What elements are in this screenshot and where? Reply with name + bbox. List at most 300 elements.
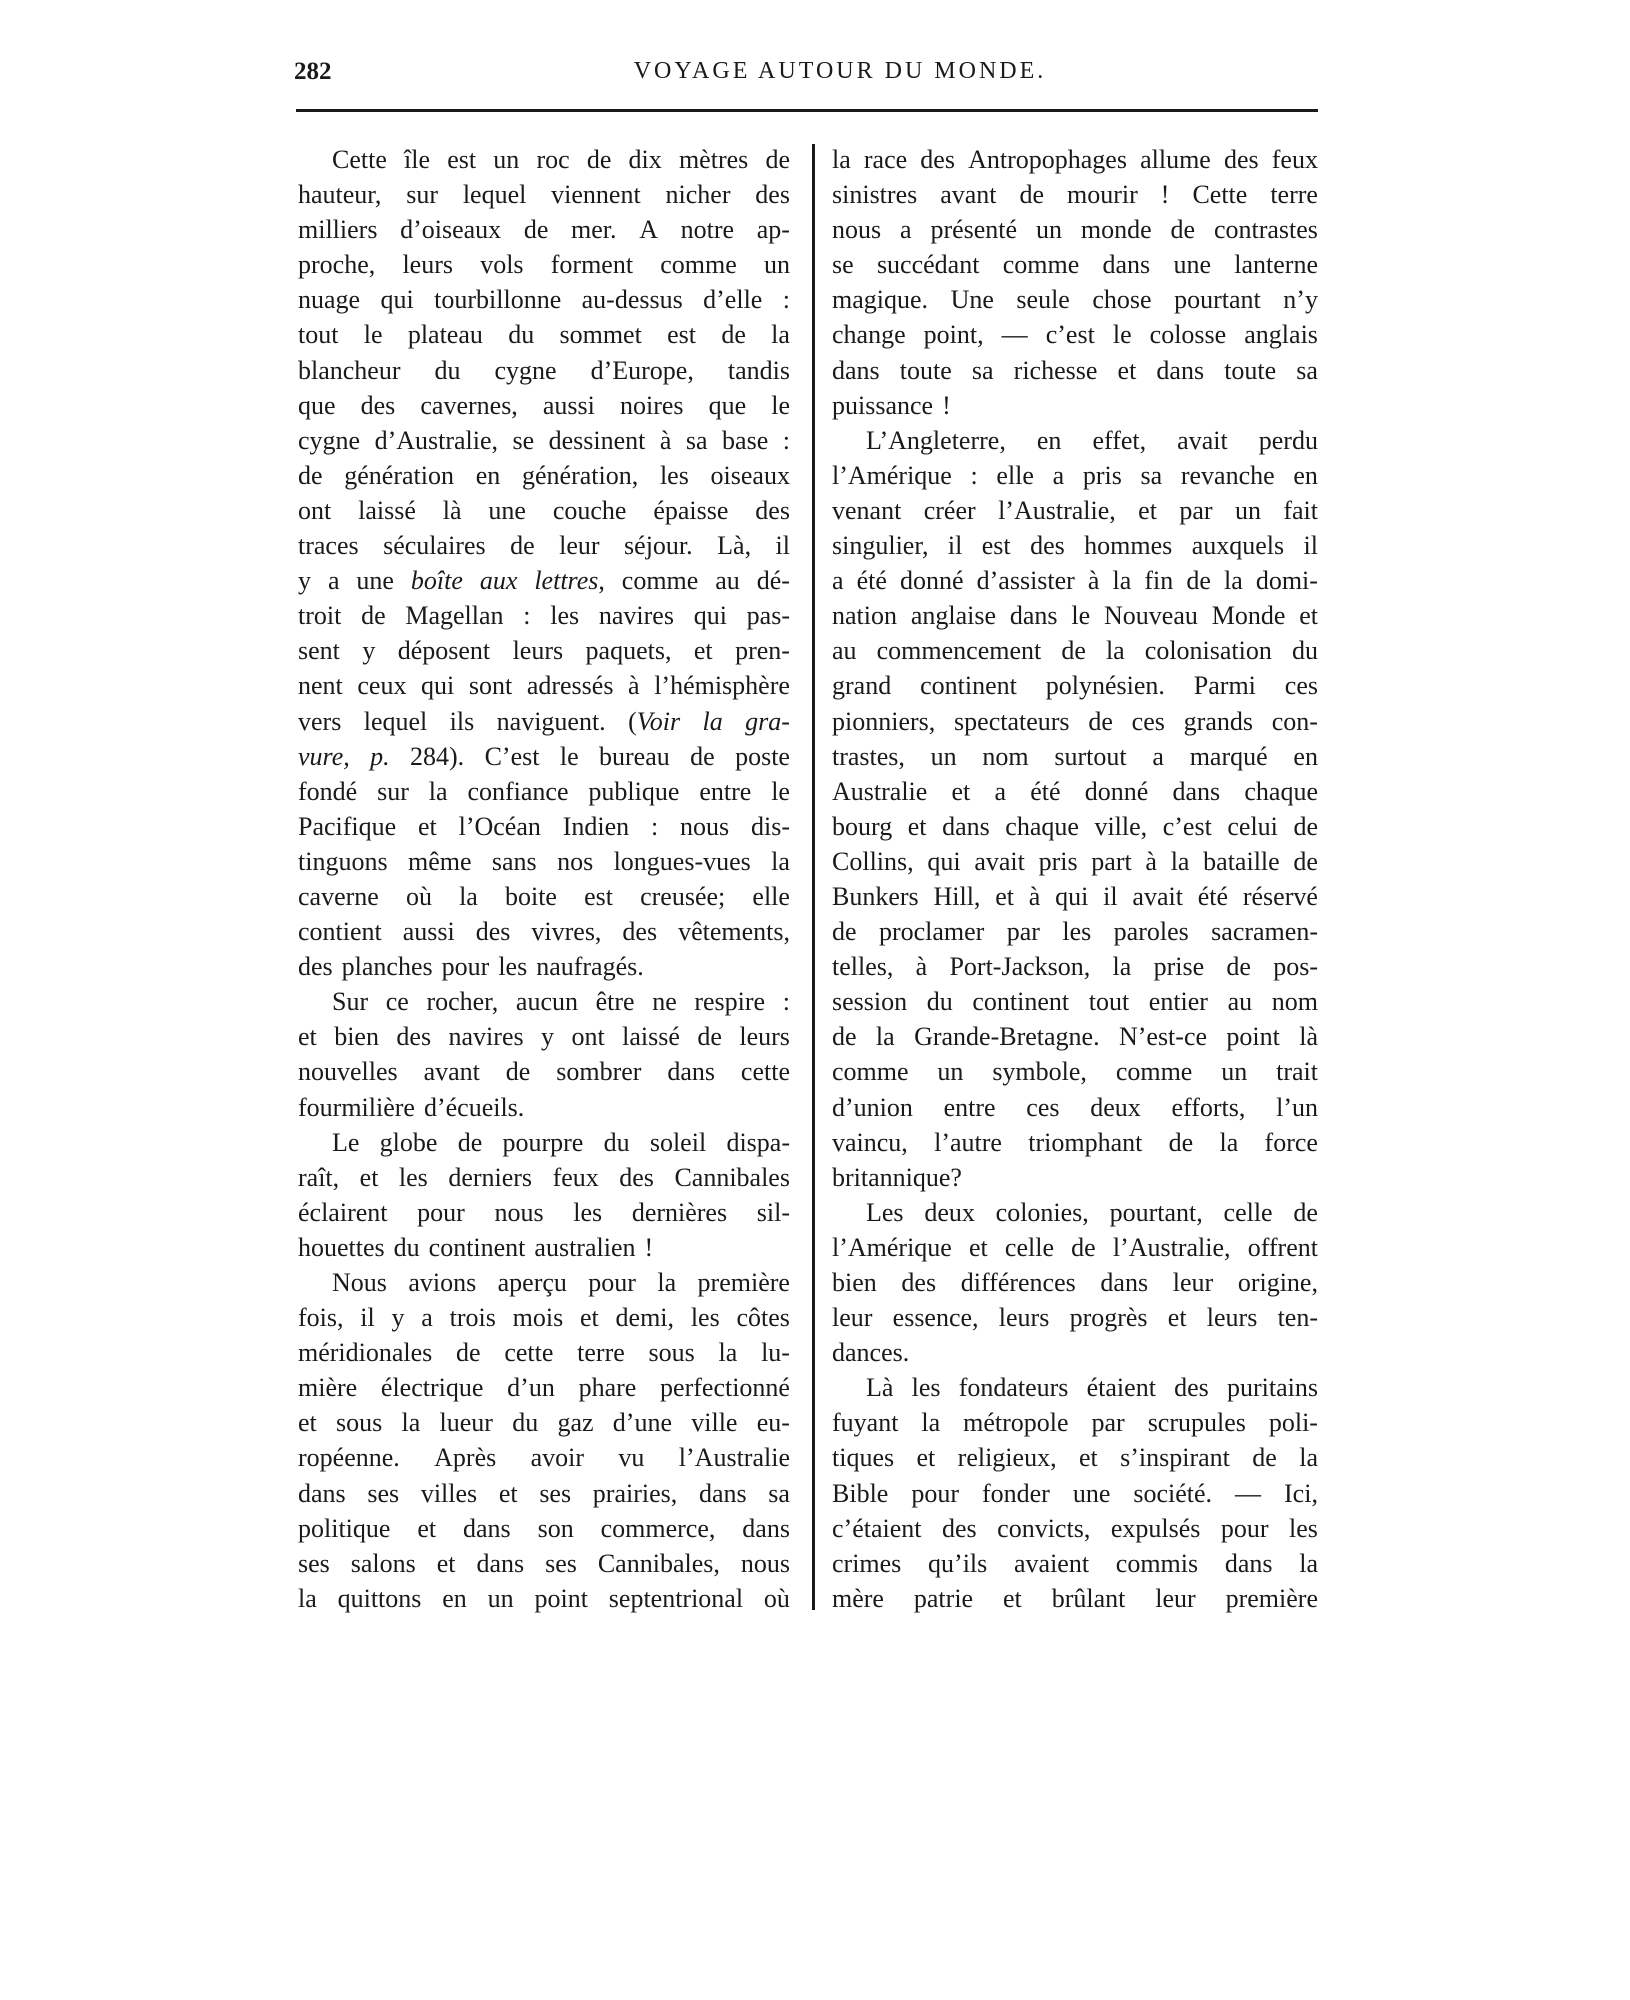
word: celle — [1223, 1197, 1273, 1227]
word: les — [1062, 917, 1092, 947]
word: trois — [449, 1303, 496, 1333]
word: viennent — [551, 180, 641, 210]
text-line — [832, 1160, 1318, 1195]
word: sa — [685, 425, 708, 455]
text-line — [832, 879, 1318, 914]
word: traces — [298, 531, 359, 561]
word: Bunkers — [832, 881, 919, 911]
word: les — [1289, 1513, 1318, 1543]
word: comme — [1002, 250, 1080, 280]
word: succédant — [876, 250, 980, 280]
word: point — [534, 1583, 588, 1613]
word: revanche — [1180, 460, 1275, 490]
text-line — [832, 633, 1318, 668]
word: c’est — [1162, 811, 1212, 841]
text-line — [298, 1019, 790, 1054]
word: l’Australie, — [1112, 1232, 1231, 1262]
word: ! — [1160, 180, 1170, 210]
word: par — [1006, 917, 1040, 947]
word: de — [1226, 952, 1251, 982]
word: crimes — [832, 1548, 902, 1578]
word: sa — [1140, 460, 1163, 490]
word: nuage — [298, 285, 361, 315]
word: toute — [1224, 355, 1277, 385]
word: la — [1105, 636, 1125, 666]
word — [599, 739, 670, 774]
word: pour — [441, 952, 490, 982]
word: deux — [924, 1197, 975, 1227]
word: Parmi — [1193, 671, 1256, 701]
word: à — [628, 671, 640, 701]
word: d’union — [832, 1092, 913, 1122]
word: présenté — [930, 215, 1018, 245]
word: soleil — [649, 1127, 707, 1157]
word: ceux — [357, 671, 407, 701]
text-line — [832, 247, 1318, 282]
word: vivres, — [531, 917, 602, 947]
word: nous — [680, 811, 730, 841]
word — [328, 563, 340, 598]
word: laissé — [358, 495, 416, 525]
word: noires — [619, 390, 684, 420]
word: déposent — [397, 636, 491, 666]
word: au — [832, 636, 857, 666]
word: la — [875, 1022, 895, 1052]
word: : — [782, 285, 790, 315]
word: contrastes — [1213, 215, 1318, 245]
word: de — [456, 1338, 481, 1368]
word: la — [832, 145, 851, 174]
word: la — [657, 1268, 677, 1297]
word: : — [650, 811, 659, 841]
word: prise — [1153, 952, 1205, 982]
word: point — [1226, 1022, 1280, 1052]
word: de — [832, 1022, 857, 1052]
word: Les — [866, 1197, 904, 1227]
word: villes — [420, 1478, 478, 1508]
word: naufragés. — [536, 952, 644, 982]
text-line — [298, 458, 790, 493]
word: : — [782, 987, 790, 1017]
text-line — [832, 282, 1318, 317]
word: dans — [1172, 776, 1221, 806]
word: ces — [1131, 706, 1165, 736]
word: c’est — [1045, 320, 1095, 350]
word: trastes, — [832, 741, 905, 771]
word: de — [1170, 215, 1196, 245]
text-line — [832, 984, 1318, 1019]
word: ! — [644, 1232, 654, 1262]
word: en — [1293, 460, 1318, 490]
word: Grande-Bretagne. — [914, 1022, 1100, 1052]
word: et — [1138, 495, 1157, 525]
text-line — [832, 388, 1318, 423]
word: première — [697, 1268, 790, 1297]
italic-text: lettres — [534, 566, 599, 596]
word: qui — [927, 846, 961, 876]
word: la — [718, 1338, 738, 1368]
text-line — [298, 984, 790, 1019]
word: Cannibales — [674, 1162, 790, 1192]
word: blancheur — [298, 355, 401, 385]
word: dans — [1009, 601, 1058, 631]
word: laissé — [622, 1022, 680, 1052]
word: confiance — [467, 776, 569, 806]
word — [411, 563, 463, 598]
word: grands — [1183, 706, 1253, 736]
word: et — [1003, 1583, 1022, 1613]
word: ville — [691, 1408, 738, 1438]
word — [745, 704, 790, 739]
word: un — [1035, 215, 1062, 245]
word: sombrer — [556, 1057, 642, 1087]
text-line — [298, 212, 790, 247]
word: un — [487, 1583, 514, 1613]
word: elle — [752, 881, 790, 911]
word: proche, — [298, 250, 376, 280]
word: et — [417, 1513, 437, 1543]
word: colonies, — [995, 1197, 1089, 1227]
text-line — [832, 704, 1318, 739]
word: des — [1223, 145, 1259, 174]
text-line — [832, 1230, 1318, 1265]
word: l’hémisphère — [654, 671, 790, 701]
word: avait — [974, 846, 1025, 876]
word: qui — [421, 671, 455, 701]
word: dans — [742, 1513, 790, 1543]
text-line — [298, 1511, 790, 1546]
word: de — [298, 460, 323, 490]
word: donné — [1084, 776, 1149, 806]
word: venant — [832, 495, 902, 525]
roman-text: comme — [621, 566, 699, 596]
word: lequel — [462, 180, 527, 210]
word: est — [584, 881, 613, 911]
word: le — [1112, 320, 1132, 350]
word: il — [947, 531, 963, 561]
word: est — [447, 145, 477, 174]
word: colonisation — [1144, 636, 1272, 666]
word: de — [1088, 706, 1113, 736]
word: au — [1227, 987, 1253, 1017]
word — [356, 563, 394, 598]
text-line — [832, 1370, 1318, 1405]
word: comme — [660, 250, 737, 280]
word: septentrional — [608, 1583, 744, 1613]
word: point, — [923, 320, 984, 350]
word: fonder — [981, 1478, 1050, 1508]
text-line — [832, 1405, 1318, 1440]
word: des — [475, 917, 511, 947]
word: la — [459, 881, 478, 911]
word: à — [659, 425, 672, 455]
word: bourg — [832, 811, 893, 841]
word: troit — [298, 601, 342, 631]
text-line — [298, 1405, 790, 1440]
word: réservé — [1242, 881, 1318, 911]
italic-text: gra- — [745, 706, 790, 736]
word: sont — [468, 671, 513, 701]
roman-text: y — [298, 566, 311, 596]
word: richesse — [1013, 355, 1098, 385]
word: l’Australie, — [998, 495, 1116, 525]
word: sous — [648, 1338, 695, 1368]
word: la — [771, 846, 790, 876]
text-line — [832, 1476, 1318, 1511]
word — [485, 739, 540, 774]
word: a — [900, 215, 912, 245]
word: sacramen- — [1211, 917, 1318, 947]
text-line — [298, 1265, 790, 1300]
roman-text: dé- — [756, 566, 790, 596]
word: Cette — [1192, 180, 1248, 210]
word: session — [832, 987, 908, 1017]
word: pourtant — [1174, 285, 1261, 315]
word: et — [995, 881, 1014, 911]
word: mètres — [678, 145, 749, 174]
word: les — [398, 1162, 428, 1192]
word: Cannibales, — [597, 1548, 720, 1578]
word: la — [428, 776, 448, 806]
word: Bible — [832, 1478, 889, 1508]
word: cavernes, — [420, 390, 518, 420]
word: Port-Jackson, — [949, 952, 1091, 982]
word: continent — [972, 987, 1070, 1017]
word: mière — [298, 1373, 358, 1403]
word: un — [493, 145, 520, 174]
roman-text: vers — [298, 706, 342, 736]
word: hauteur, — [298, 180, 382, 210]
word: la — [298, 1583, 317, 1613]
word — [370, 739, 390, 774]
word: se — [512, 425, 535, 455]
word: avions — [408, 1268, 477, 1297]
roman-text: une — [356, 566, 394, 596]
word: sous — [336, 1408, 383, 1438]
word: Là, — [717, 531, 752, 561]
word: L’Angleterre, — [866, 425, 1006, 455]
text-line — [298, 704, 790, 739]
word: épaisse — [653, 495, 729, 525]
word: Nous — [332, 1268, 387, 1297]
word: de — [1019, 180, 1045, 210]
word: première — [1225, 1583, 1318, 1613]
italic-text: Voir — [636, 706, 681, 736]
word: de — [1061, 636, 1086, 666]
word: vu — [618, 1443, 645, 1473]
word: comme — [832, 1057, 909, 1087]
word: dances. — [832, 1338, 910, 1368]
word: vaincu, — [832, 1127, 908, 1157]
word: nom — [982, 741, 1029, 771]
word: bien — [334, 1022, 379, 1052]
word: essence, — [892, 1303, 979, 1333]
word: des — [298, 952, 333, 982]
word: leur — [832, 1303, 873, 1333]
word: du — [1291, 636, 1318, 666]
word: poli- — [1268, 1408, 1318, 1438]
word: paroles — [1113, 917, 1189, 947]
word — [298, 739, 350, 774]
word: qui — [380, 285, 414, 315]
word: le — [363, 320, 383, 350]
text-line — [832, 1546, 1318, 1581]
word: sil- — [756, 1197, 790, 1227]
word: au-dessus — [581, 285, 683, 315]
word: et — [1299, 601, 1318, 631]
word: Cette — [332, 145, 387, 174]
word: entre — [699, 776, 752, 806]
word: dispa- — [726, 1127, 790, 1157]
word: dans — [1102, 250, 1151, 280]
text-line — [298, 809, 790, 844]
word: notre — [680, 215, 735, 245]
word: seule — [1016, 285, 1070, 315]
word: ses — [545, 1548, 577, 1578]
word: les — [690, 1303, 720, 1333]
word: il — [360, 1303, 375, 1333]
word: force — [1264, 1127, 1318, 1157]
text-line — [298, 317, 790, 352]
text-line — [298, 1160, 790, 1195]
word: Après — [434, 1443, 497, 1473]
roman-text: au — [715, 566, 740, 596]
word: quittons — [337, 1583, 422, 1613]
word: caverne — [298, 881, 379, 911]
word: mourir — [1067, 180, 1138, 210]
word: des — [619, 1162, 654, 1192]
word: Hill, — [933, 881, 981, 911]
word: et — [1078, 1443, 1098, 1473]
word: pour — [911, 1478, 959, 1508]
text-line — [832, 1440, 1318, 1475]
word: les — [659, 460, 689, 490]
word: son — [537, 1513, 574, 1543]
word: anglais — [1244, 320, 1318, 350]
word: des — [1030, 531, 1065, 561]
word: de — [721, 320, 746, 350]
word: sa — [768, 1478, 790, 1508]
word: bataille — [1203, 846, 1280, 876]
word: être — [595, 987, 635, 1017]
word: que — [298, 390, 336, 420]
text-line — [298, 1300, 790, 1335]
word: du — [603, 1127, 630, 1157]
word: pris — [1082, 460, 1122, 490]
text-line — [298, 1335, 790, 1370]
word: l’Océan — [458, 811, 541, 841]
text-line — [298, 739, 790, 774]
word: y — [541, 1022, 555, 1052]
word: un — [1234, 495, 1261, 525]
text-line — [298, 598, 790, 633]
text-line — [832, 774, 1318, 809]
roman-text: , — [598, 566, 605, 596]
word: base — [722, 425, 769, 455]
word: : — [782, 425, 790, 455]
word: leur — [1172, 1268, 1214, 1297]
word: fois, — [298, 1303, 344, 1333]
word: allume — [1140, 145, 1211, 174]
word: ses — [539, 1478, 572, 1508]
word: : — [523, 601, 531, 631]
word: chose — [1092, 285, 1152, 315]
text-line — [298, 879, 790, 914]
word: c’étaient — [832, 1513, 922, 1543]
word: commencement — [876, 636, 1042, 666]
text-line — [298, 388, 790, 423]
text-line — [832, 458, 1318, 493]
text-line — [832, 1300, 1318, 1335]
italic-text: vure, — [298, 741, 350, 771]
word: feux — [1271, 145, 1318, 174]
word: une — [488, 495, 526, 525]
word: il — [775, 531, 790, 561]
italic-text: p. — [370, 741, 390, 771]
word: celle — [1004, 1232, 1054, 1262]
word: l’autre — [934, 1127, 1002, 1157]
word: une — [1173, 250, 1211, 280]
word: du — [512, 1408, 539, 1438]
word: pris — [1038, 846, 1078, 876]
word: mère — [832, 1583, 884, 1613]
word: et — [907, 811, 927, 841]
word — [560, 739, 579, 774]
word: perfectionné — [660, 1373, 790, 1403]
italic-text: la — [702, 706, 723, 736]
word: et — [498, 1478, 518, 1508]
word: polynésien. — [1045, 671, 1165, 701]
word: les — [550, 601, 580, 631]
word: et — [436, 1548, 456, 1578]
word — [480, 563, 518, 598]
word: dans — [463, 1513, 511, 1543]
text-line — [298, 247, 790, 282]
word: à — [1145, 846, 1157, 876]
word: la — [1299, 1443, 1318, 1473]
word: cette — [504, 1338, 554, 1368]
left-column — [298, 142, 790, 1616]
word: métropole — [963, 1408, 1069, 1438]
word: roc — [536, 145, 570, 174]
word: avaient — [1013, 1548, 1090, 1578]
word: tourbillonne — [434, 285, 562, 315]
word — [703, 704, 723, 739]
word: triomphant — [1028, 1127, 1143, 1157]
header-rule — [296, 109, 1318, 112]
text-line — [832, 844, 1318, 879]
word: spectateurs — [954, 706, 1070, 736]
word: sur — [377, 776, 409, 806]
word: leur — [1155, 1583, 1196, 1613]
word: y — [362, 636, 376, 666]
word: un — [937, 1057, 964, 1087]
text-line — [832, 668, 1318, 703]
word: brûlant — [1051, 1583, 1126, 1613]
word: que — [708, 390, 747, 420]
word: ce — [385, 987, 409, 1017]
word: de — [697, 1022, 722, 1052]
word: à — [915, 952, 928, 982]
word: dans — [832, 355, 880, 385]
word: politique — [298, 1513, 391, 1543]
word: origine, — [1237, 1268, 1318, 1297]
word: change — [832, 320, 906, 350]
word: dernières — [631, 1197, 728, 1227]
word: ropéenne. — [298, 1443, 400, 1473]
word: de — [1293, 846, 1318, 876]
word: plateau — [407, 320, 483, 350]
